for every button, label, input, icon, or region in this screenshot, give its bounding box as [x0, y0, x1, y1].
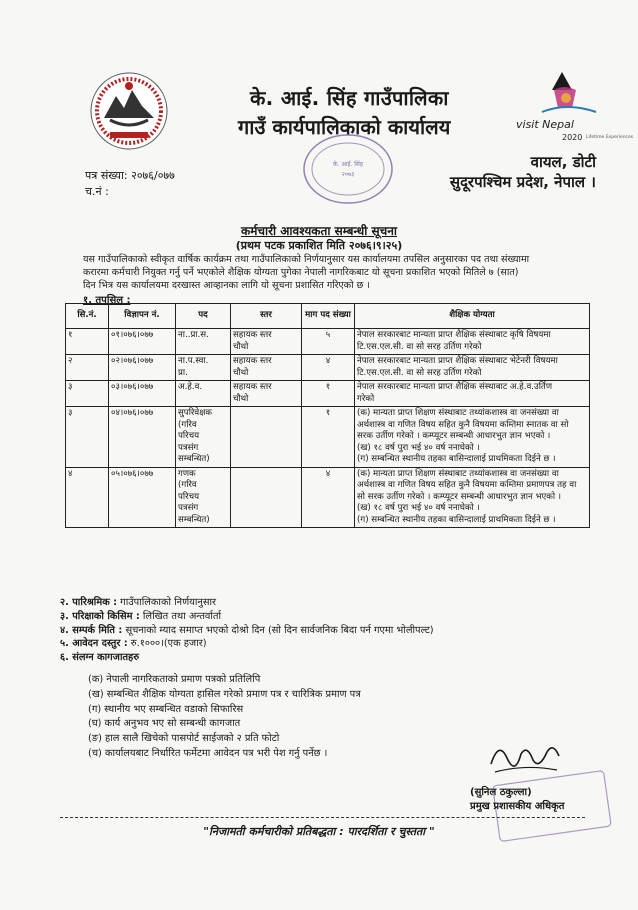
cell-post — [176, 407, 231, 468]
document-item: (क) नेपाली नागरिकताको प्रमाण पत्रको प्रतिलिपि — [88, 674, 261, 685]
table-row — [66, 355, 590, 381]
table-heading: १. तपसिल : — [83, 295, 131, 306]
visit-logo-text: visit Nepal — [516, 118, 574, 131]
document-item: (ङ) हाल सालै खिचेको पासपोर्ट साईजको २ प्रति फोटो — [88, 733, 280, 745]
header-level: स्तर — [231, 304, 302, 329]
cell-post-line: गणक — [178, 468, 196, 479]
cell-level-line: चौथो — [233, 393, 249, 404]
table-row — [66, 467, 590, 528]
address-line-2: सुदूरपश्चिम प्रदेश, नेपाल । — [449, 173, 596, 191]
cell-count: १ — [302, 381, 355, 407]
cell-post-line: अ.हे.व. — [178, 382, 203, 392]
cell-qualification-line: (ख) १८ वर्ष पुरा भई ४० वर्ष ननाघेको । — [357, 503, 480, 513]
cell-qualification-line: सो सरक उर्तीण गरेको । कम्प्यूटर सम्बन्धी आधारभुत ज्ञान भएको । — [357, 491, 562, 502]
cell-post — [176, 467, 231, 528]
reference-number: पत्र संख्या: २०७६/०७७ — [85, 169, 175, 182]
table-row — [66, 407, 590, 468]
header-count: माग पद संख्या — [302, 304, 355, 329]
cell-qualification-line: (क) मान्यता प्राप्त शिक्षण संस्थाबाट तथ्यांकशास्त्र वा जनसंख्या वा — [357, 408, 559, 418]
svg-text:के. आई. सिंह: के. आई. सिंह — [332, 161, 364, 168]
documents-list — [88, 673, 361, 762]
cell-post-line: पत्रसंग — [178, 442, 199, 453]
cell-post — [176, 355, 231, 381]
cell-level — [231, 407, 302, 468]
cell-level-line: चौथो — [233, 341, 249, 352]
visit-logo-tagline: Lifetime Experiences — [586, 135, 634, 140]
cell-level-line: चौथो — [233, 367, 249, 378]
cell-post-line: परिचय — [178, 491, 200, 502]
footer-motto: "निजामती कर्मचारीको प्रतिबद्धता : पारदर्शिता र चुस्तता " — [203, 825, 435, 838]
cell-post-line: पत्रसंग — [178, 503, 199, 513]
nepal-emblem-icon — [88, 70, 170, 152]
cell-qualification-line: (ग) सम्बन्धित स्थानीय तहका बासिन्दालाई प्राथमिकता दिईने छ । — [357, 454, 556, 464]
cell-qualification — [355, 407, 590, 468]
cell-qualification-line: अर्थशास्त्र वा गणित विषय सहित कुनै विषयमा कम्तिमा स्नातक वा सो — [357, 419, 569, 430]
details-list — [60, 596, 600, 665]
cell-ad-no: ०२।०७६।०७७ — [109, 355, 176, 381]
cell-level-line: सहायक स्तर — [233, 330, 272, 340]
cell-count: ४ — [302, 355, 355, 381]
cell-qualification-line: (ख) १८ वर्ष पुरा भई ४० वर्ष ननाघेको । — [357, 442, 480, 453]
cell-count: १ — [302, 407, 355, 468]
table-row — [66, 329, 590, 355]
detail-fee: ५. आवेदन दस्तुर : रु.१०००।(एक हजार) — [60, 638, 207, 650]
detail-contact-date: ४. सम्पर्क मिति : सूचनाको म्याद समाप्त भएको दोश्रो दिन (सो दिन सार्वजनिक बिदा पर्न गएमा भोलीपल्ट) — [60, 624, 434, 636]
cell-qualification-line: (ग) सम्बन्धित स्थानीय तहका बासिन्दालाई प्राथमिकता दिईने छ । — [357, 514, 556, 525]
cell-post — [176, 381, 231, 407]
detail-attachments: ६. संलग्न कागजातहरु — [60, 652, 140, 664]
signatory-name: (सुनिल ठकुल्ला) — [470, 787, 532, 798]
document-item: (घ) कार्य अनुभव भए सो सम्बन्धी कागजात — [88, 718, 241, 730]
document-item: (ग) स्थानीय भए सम्बन्धित वडाको सिफारिस — [88, 703, 244, 715]
header-sn: सि.नं. — [66, 304, 109, 329]
cell-post-line: (गरिव — [178, 419, 197, 430]
cell-level — [231, 329, 302, 355]
dispatch-number: च.नं : — [85, 185, 109, 198]
cell-post-line: ना.प.स्वा. — [178, 356, 209, 366]
document-item: (ख) सम्बन्धित शैक्षिक योग्यता हासिल गरेको प्रमाण पत्र र चारित्रिक प्रमाण पत्र — [88, 688, 361, 700]
cell-count: ४ — [302, 467, 355, 528]
cell-sn: १ — [66, 329, 109, 355]
intro-paragraph — [83, 253, 583, 292]
cell-qualification — [355, 329, 590, 355]
notice-title: कर्मचारी आवश्यकता सम्बन्धी सूचना — [240, 224, 397, 238]
cell-qualification-line: अर्थशास्त्र वा गणित विषय सहित कुनै विषयमा कम्तिमा प्रमाणपत्र तह वा — [357, 480, 577, 490]
municipality-name: के. आई. सिंह गाउँपालिका — [250, 86, 449, 110]
cell-level — [231, 467, 302, 528]
intro-line: यस गाउँपालिकाको स्वीकृत वार्षिक कार्यक्रम तथा गाउँपालिकाको निर्णयानुसार यस कार्यालयमा तपसिल अनुसारका पद तथा संख्यामा — [83, 254, 530, 265]
positions-table — [65, 303, 590, 528]
cell-ad-no: ०५।०७६।०७७ — [109, 467, 176, 528]
header-ad-no: विज्ञापन नं. — [109, 304, 176, 329]
detail-exam-type: ३. परिक्षाको किसिम : लिखित तथा अन्तर्वार्ता — [60, 610, 222, 622]
table-row — [66, 381, 590, 407]
cell-post-line: ना..प्रा.स. — [178, 330, 209, 340]
office-seal-stamp — [300, 130, 396, 208]
cell-sn: २ — [66, 355, 109, 381]
cell-post-line: सुपरिवेक्षक — [178, 408, 212, 418]
cell-qualification-line: नेपाल सरकारबाट मान्यता प्राप्त शैक्षिक संस्थाबाट अ.हे.व.उर्तिण — [357, 382, 553, 392]
table-header-row — [66, 304, 590, 329]
cell-qualification-line: नेपाल सरकारबाट मान्यता प्राप्त शैक्षिक संस्थाबाट कृषि विषयमा — [357, 330, 551, 340]
cell-qualification-line: (क) मान्यता प्राप्त शिक्षण संस्थाबाट तथ्यांकशास्त्र वा जनसंख्या वा — [357, 468, 559, 479]
cell-qualification-line: गरेको — [357, 393, 375, 404]
header-post: पद — [176, 304, 231, 329]
cell-qualification-line: नेपाल सरकारबाट मान्यता प्राप्त शैक्षिक संस्थाबाट भेटेनरी विषयमा — [357, 356, 558, 366]
notice-subtitle: (प्रथम पटक प्रकाशित मिति २०७६।९।२५) — [235, 239, 403, 252]
header-qualification: शैक्षिक योग्यता — [355, 304, 590, 329]
svg-text:२०७३: २०७३ — [341, 171, 355, 178]
cell-level — [231, 355, 302, 381]
cell-sn: ३ — [66, 407, 109, 468]
cell-ad-no: ०३।०७६।०७७ — [109, 381, 176, 407]
cell-qualification-line: टि.एस.एल.सी. वा सो सरह उर्तिण गरेको — [357, 367, 482, 378]
intro-line: दिन भित्र यस कार्यालयमा दरखास्त आव्हानका लागि यो सूचना प्रशासित गरिएको छ । — [83, 280, 370, 291]
cell-post-line: (गरिव — [178, 480, 197, 490]
cell-post-line: परिचय — [178, 431, 200, 441]
cell-sn: ३ — [66, 381, 109, 407]
cell-level-line: सहायक स्तर — [233, 382, 272, 392]
cell-ad-no: ०४।०७६।०७७ — [109, 407, 176, 468]
cell-post — [176, 329, 231, 355]
cell-post-line: सम्बन्धित) — [178, 454, 210, 464]
visit-nepal-logo — [512, 68, 634, 150]
detail-salary: २. पारिश्रमिक : गाउँपालिकाको निर्णयानुसार — [60, 597, 216, 608]
footer-divider — [60, 817, 585, 818]
cell-level-line: सहायक स्तर — [233, 356, 272, 366]
cell-qualification-line: टि.एस.एल.सी. वा सो सरह उर्तिण गरेको — [357, 341, 482, 352]
cell-qualification-line: सरक उर्तीण गरेको । कम्प्यूटर सम्बन्धी आधारभुत ज्ञान भएको । — [357, 431, 551, 441]
cell-post-line: सम्बन्धित) — [178, 514, 210, 525]
cell-post-line: प्रा. — [178, 367, 188, 378]
cell-qualification — [355, 381, 590, 407]
signatory-title: प्रमुख प्रशासकीय अधिकृत — [470, 801, 565, 812]
office-name: गाउँ कार्यपालिकाको कार्यालय — [238, 115, 451, 139]
cell-qualification — [355, 467, 590, 528]
document-item: (च) कार्यालयबाट निर्धारित फर्मेटमा आवेदन पत्र भरी पेश गर्नु पर्नेछ । — [88, 747, 328, 759]
cell-qualification — [355, 355, 590, 381]
address-line-1: वायल, डोटी — [530, 153, 596, 171]
cell-ad-no: ०१।०७६।०७७ — [109, 329, 176, 355]
cell-count: ५ — [302, 329, 355, 355]
cell-sn: ४ — [66, 467, 109, 528]
visit-logo-year: 2020 — [562, 133, 583, 142]
cell-level — [231, 381, 302, 407]
intro-line: करारमा कर्मचारी नियुक्त गर्नु पर्ने भएकोले शैक्षिक योग्यता पुगेका नेपाली नागरिकबाट यो सूचना प्रकाशित भएको मितिले ७ (सात) — [83, 267, 519, 278]
